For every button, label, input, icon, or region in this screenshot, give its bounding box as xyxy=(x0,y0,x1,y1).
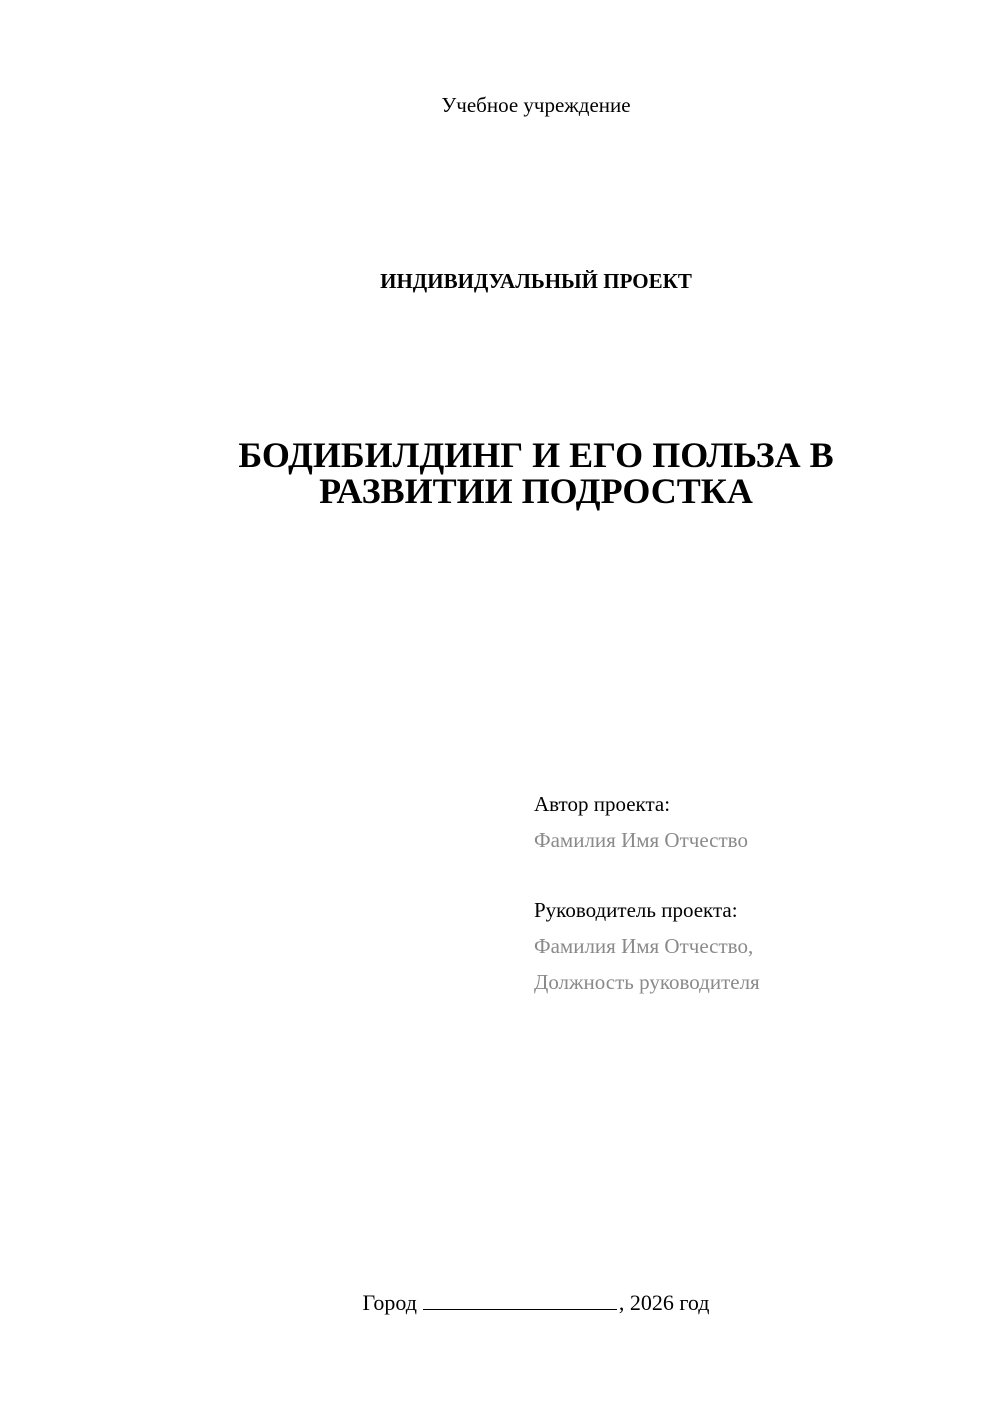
institution-name: Учебное учреждение xyxy=(441,93,631,117)
project-title xyxy=(0,437,1000,509)
supervisor-label: Руководитель проекта: xyxy=(534,898,738,922)
city-year-line xyxy=(0,1288,1000,1318)
author-label: Автор проекта: xyxy=(534,792,671,816)
project-title-line-2: РАЗВИТИИ ПОДРОСТКА xyxy=(319,471,753,511)
supervisor-position-placeholder: Должность руководителя xyxy=(534,970,760,994)
supervisor-block xyxy=(534,892,760,1000)
author-block xyxy=(534,786,748,858)
project-title-line-1: БОДИБИЛДИНГ И ЕГО ПОЛЬЗА В xyxy=(238,435,834,475)
supervisor-name-placeholder: Фамилия Имя Отчество, xyxy=(534,934,754,958)
author-name-placeholder: Фамилия Имя Отчество xyxy=(534,828,748,852)
city-label: Город xyxy=(362,1290,417,1315)
year-text: , 2026 год xyxy=(618,1290,710,1315)
project-type-heading: ИНДИВИДУАЛЬНЫЙ ПРОЕКТ xyxy=(380,269,692,293)
city-blank-line xyxy=(423,1289,617,1310)
